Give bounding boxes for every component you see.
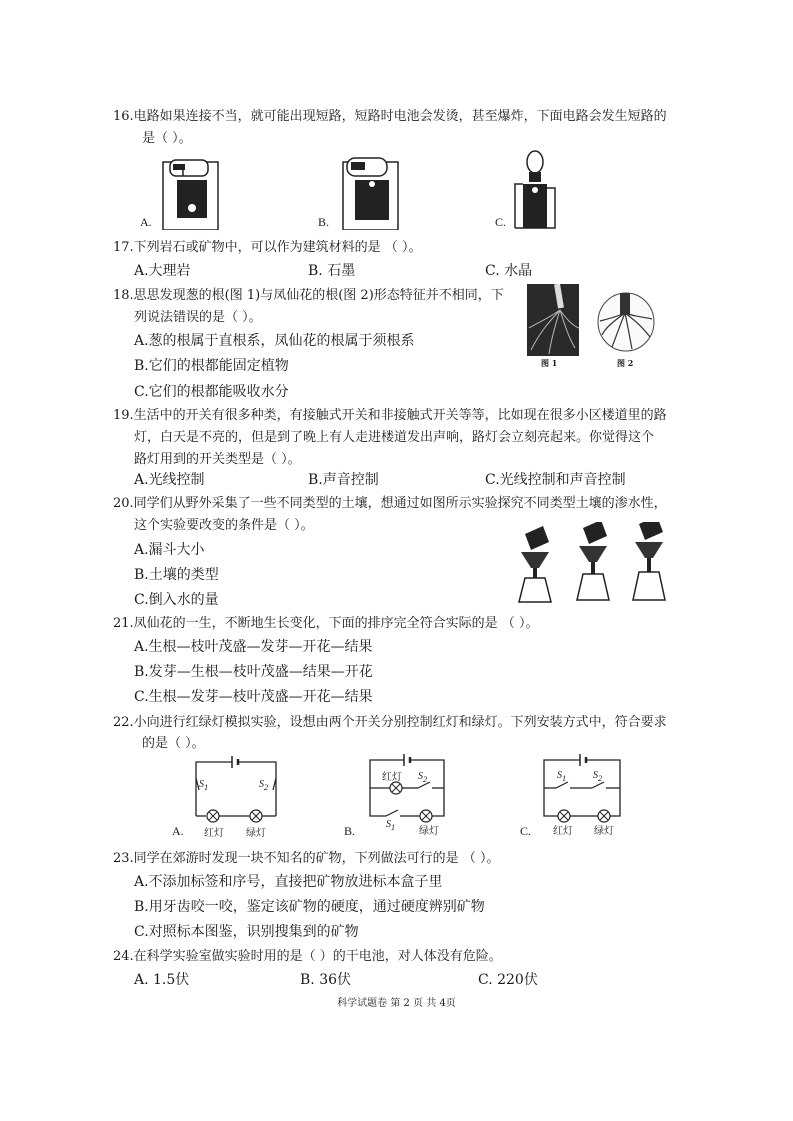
funnel-setup-3: [633, 522, 665, 600]
figure-2-caption: 图 2: [617, 358, 634, 368]
q20-option-b: B.土壤的类型: [134, 567, 219, 583]
circuit-b-red-label: 红灯: [382, 772, 402, 783]
circuit-c-s1-label: $S_1$: [557, 770, 567, 783]
q22-option-b: B.: [344, 824, 356, 838]
q16-stem-line1: 16.电路如果连接不当，就可能出现短路，短路时电池会发烫，甚至爆炸，下面电路会发生短路的: [113, 109, 667, 124]
q18-option-b: B.它们的根都能固定植物: [134, 358, 289, 374]
q17-option-c: C. 水晶: [485, 263, 533, 279]
circuit-b: [366, 752, 456, 832]
q24-option-c: C. 220伏: [478, 972, 538, 988]
q24-option-a: A. 1.5伏: [134, 972, 190, 988]
soil-funnel-experiment: [515, 522, 675, 608]
q20-stem-line2: 这个实验要改变的条件是（ ）。: [134, 518, 314, 533]
circuit-b-s2-label: $S_2$: [418, 771, 428, 784]
q24-stem: 24.在科学实验室做实验时用的是（ ）的干电池，对人体没有危险。: [113, 949, 502, 964]
q21-stem: 21.凤仙花的一生，不断地生长变化，下面的排序完全符合实际的是 （ ）。: [113, 616, 539, 631]
circuit-c-s2-label: $S_2$: [593, 770, 603, 783]
page-footer: 科学试题卷 第 2 页 共 4页: [337, 998, 456, 1009]
circuit-a-red-label: 红灯: [204, 828, 224, 839]
q19-stem-line3: 路灯用到的开关类型是（ ）。: [134, 452, 301, 467]
q22-option-c: C.: [520, 824, 532, 838]
q18-option-a: A.葱的根属于直根系，凤仙花的根属于须根系: [134, 333, 415, 349]
q20-stem-line1: 20.同学们从野外采集了一些不同类型的土壤，想通过如图所示实验探究不同类型土壤的渗水性，: [113, 496, 667, 511]
funnel-setup-1: [519, 526, 551, 602]
q20-option-c: C.倒入水的量: [134, 592, 219, 608]
circuit-c: [540, 752, 630, 832]
q22-stem-line2: 的是（ ）。: [142, 736, 205, 751]
q22-stem-line1: 22.小向进行红绿灯模拟实验，设想由两个开关分别控制红灯和绿灯。下列安装方式中，符合要求: [113, 715, 667, 730]
circuit-b-green-label: 绿灯: [419, 826, 439, 837]
q22-option-a: A.: [172, 824, 184, 838]
circuit-a-s2-label: $S_2$: [259, 779, 269, 792]
circuit-b-s1-label: $S_1$: [386, 819, 396, 832]
circuit-a: [188, 756, 288, 838]
q19-option-b: B.声音控制: [308, 472, 379, 488]
q18-stem-line2: 列说法错误的是（ ）。: [134, 310, 262, 325]
q16-stem-line2: 是（ ）。: [142, 131, 192, 146]
q17-option-a: A.大理岩: [134, 263, 191, 279]
q16-figure-c: [505, 148, 585, 232]
scallion-root-photo: [527, 284, 579, 356]
q21-option-c: C.生根—发芽—枝叶茂盛—开花—结果: [134, 689, 373, 705]
circuit-a-s1-label: $S_1$: [199, 779, 209, 792]
q23-option-c: C.对照标本图鉴，识别搜集到的矿物: [134, 924, 359, 940]
q16-option-a: A.: [140, 215, 152, 229]
q17-option-b: B. 石墨: [308, 263, 356, 279]
circuit-a-green-label: 绿灯: [246, 828, 266, 839]
q24-option-b: B. 36伏: [300, 972, 352, 988]
q23-option-b: B.用牙齿咬一咬，鉴定该矿物的硬度，通过硬度辨别矿物: [134, 899, 485, 915]
q19-option-c: C.光线控制和声音控制: [485, 472, 626, 488]
q20-option-a: A.漏斗大小: [134, 542, 205, 558]
q19-option-a: A.光线控制: [134, 472, 205, 488]
q19-stem-line1: 19.生活中的开关有很多种类，有接触式开关和非接触式开关等等，比如现在很多小区楼道里的路: [113, 408, 667, 423]
q16-option-c: C.: [495, 215, 507, 229]
q16-figure-b: [335, 150, 415, 230]
figure-1-caption: 图 1: [541, 358, 558, 368]
funnel-setup-2: [577, 522, 609, 600]
q23-stem: 23.同学在郊游时发现一块不知名的矿物，下列做法可行的是 （ ）。: [113, 851, 500, 866]
circuit-c-green-label: 绿灯: [594, 826, 614, 837]
q17-stem: 17.下列岩石或矿物中，可以作为建筑材料的是 （ ）。: [113, 240, 422, 255]
q21-option-b: B.发芽—生根—枝叶茂盛—结果—开花: [134, 664, 373, 680]
q23-option-a: A.不添加标签和序号，直接把矿物放进标本盒子里: [134, 874, 443, 890]
q16-figure-a: [155, 150, 235, 230]
circuit-c-red-label: 红灯: [553, 826, 573, 837]
q18-stem-line1: 18.思思发现葱的根(图 1)与凤仙花的根(图 2)形态特征并不相同，下: [113, 288, 504, 303]
q21-option-a: A.生根—枝叶茂盛—发芽—开花—结果: [134, 639, 373, 655]
q19-stem-line2: 灯，白天是不亮的，但是到了晚上有人走进楼道发出声响，路灯会立刻亮起来。你觉得这个: [134, 430, 655, 445]
q16-option-b: B.: [318, 215, 330, 229]
balsam-root-photo: [596, 291, 656, 353]
q18-option-c: C.它们的根都能吸收水分: [134, 384, 289, 400]
